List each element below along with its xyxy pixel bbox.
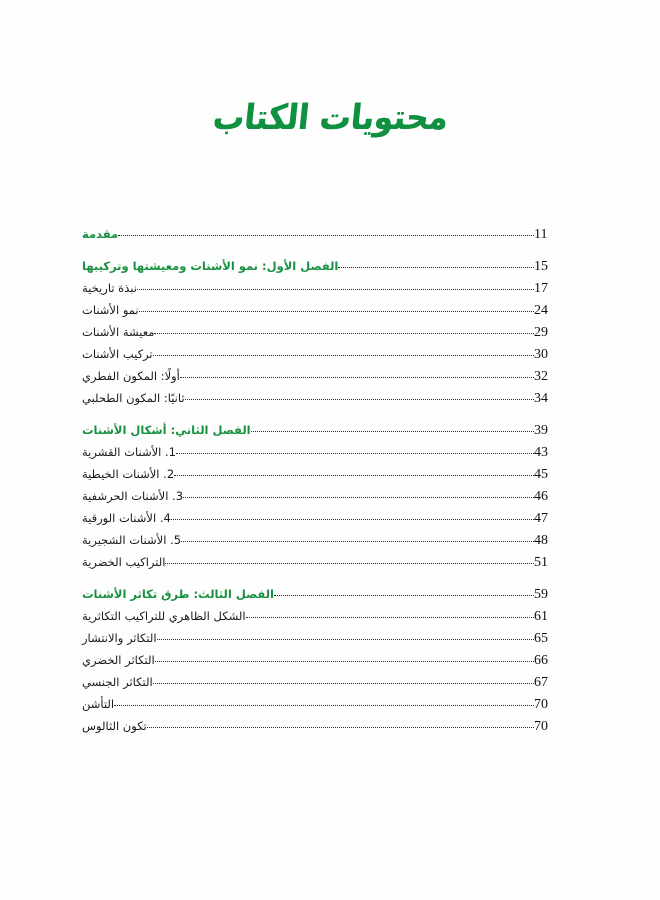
leader-dots: [154, 324, 534, 336]
toc-entry-label: 1. الأشنات القشرية: [82, 445, 176, 459]
toc-entry-row[interactable]: [78, 532, 552, 554]
leader-dots: [153, 674, 534, 686]
toc-entry-label: التكاثر والانتشار: [82, 631, 157, 645]
leader-dots: [181, 532, 534, 544]
toc-page-number: 51: [534, 555, 548, 570]
toc-entry-label: 4. الأشنات الورقية: [82, 511, 171, 525]
leader-dots: [153, 346, 534, 358]
toc-entry-row[interactable]: [78, 674, 552, 696]
toc-entry-label: ثانيًا: المكون الطحلبي: [82, 391, 185, 405]
toc-entry-label: 2. الأشنات الخيطية: [82, 467, 175, 481]
toc-entry-label: الشكل الظاهري للتراكيب التكاثرية: [82, 609, 246, 623]
leader-dots: [338, 258, 534, 270]
toc-page-number: 45: [534, 467, 548, 482]
toc-entry-label: مقدمة: [82, 227, 119, 241]
leader-dots: [114, 696, 534, 708]
toc-entry-row[interactable]: [78, 466, 552, 488]
toc-entry-row[interactable]: [78, 608, 552, 630]
leader-dots: [157, 630, 534, 642]
toc-entry-label: التراكيب الخضرية: [82, 555, 166, 569]
toc-entry-row[interactable]: [78, 652, 552, 674]
toc-entry-row[interactable]: [78, 346, 552, 368]
toc-entry-label: الفصل الثالث: طرق تكاثر الأشنات: [82, 587, 274, 601]
toc-entry-row[interactable]: [78, 630, 552, 652]
leader-dots: [165, 554, 534, 566]
leader-dots: [183, 488, 534, 500]
toc-entry-label: التأشن: [82, 697, 115, 711]
leader-dots: [251, 422, 534, 434]
toc-page-number: 70: [534, 697, 548, 712]
toc-entry-row[interactable]: [78, 510, 552, 532]
toc-entry-row[interactable]: [78, 302, 552, 324]
leader-dots: [137, 280, 534, 292]
toc-entry-row[interactable]: [78, 696, 552, 718]
toc-page-number: 34: [534, 391, 548, 406]
leader-dots: [180, 368, 534, 380]
toc-entry-row[interactable]: [78, 368, 552, 390]
toc-page-number: 48: [534, 533, 548, 548]
toc-entry-row[interactable]: [78, 444, 552, 466]
toc-entry-label: التكاثر الجنسي: [82, 675, 153, 689]
toc-entry-row[interactable]: [78, 280, 552, 302]
toc-page-number: 24: [534, 303, 548, 318]
leader-dots: [176, 444, 534, 456]
leader-dots: [118, 226, 534, 238]
leader-dots: [155, 652, 534, 664]
toc-page-number: 47: [534, 511, 548, 526]
leader-dots: [147, 718, 534, 730]
toc-chapter-row[interactable]: [78, 258, 552, 280]
toc-entry-label: الفصل الثاني: أشكال الأشنات: [82, 423, 251, 437]
toc-page-number: 30: [534, 347, 548, 362]
toc-page-number: 66: [534, 653, 548, 668]
toc-page-number: 61: [534, 609, 548, 624]
toc-entry-label: أولًا: المكون الفطري: [82, 369, 180, 383]
leader-dots: [185, 390, 534, 402]
leader-dots: [246, 608, 534, 620]
toc-entry-label: نبذة تاريخية: [82, 281, 137, 295]
leader-dots: [274, 586, 534, 598]
toc-entry-label: معيشة الأشنات: [82, 325, 155, 339]
toc-page-number: 70: [534, 719, 548, 734]
toc-chapter-row[interactable]: [78, 586, 552, 608]
toc-entry-label: تكون الثالوس: [82, 719, 147, 733]
toc-entry-row[interactable]: [78, 488, 552, 510]
toc-page-number: 59: [534, 587, 548, 602]
toc-page-number: 67: [534, 675, 548, 690]
leader-dots: [139, 302, 534, 314]
toc-page-number: 29: [534, 325, 548, 340]
leader-dots: [171, 510, 534, 522]
toc-chapter-row[interactable]: [78, 422, 552, 444]
toc-page-number: 39: [534, 423, 548, 438]
toc-entry-label: الفصل الأول: نمو الأشنات ومعيشتها وتركيبها: [82, 259, 339, 273]
toc-page-number: 32: [534, 369, 548, 384]
toc-page-number: 43: [534, 445, 548, 460]
toc-page-number: 15: [534, 259, 548, 274]
leader-dots: [174, 466, 534, 478]
toc-page-number: 17: [534, 281, 548, 296]
toc-entry-label: 5. الأشنات الشجيرية: [82, 533, 182, 547]
toc-entry-label: نمو الأشنات: [82, 303, 139, 317]
toc-entry-label: التكاثر الخضري: [82, 653, 155, 667]
toc-entry-row[interactable]: [78, 554, 552, 576]
toc-entry-label: تركيب الأشنات: [82, 347, 153, 361]
table-of-contents: [78, 226, 552, 740]
toc-entry-row[interactable]: [78, 324, 552, 346]
toc-page-number: 11: [534, 227, 548, 242]
toc-entry-row[interactable]: [78, 226, 552, 248]
toc-page-number: 65: [534, 631, 548, 646]
toc-entry-label: 3. الأشنات الحرشفية: [82, 489, 184, 503]
contents-title-calligraphy: محتويات الكتاب: [210, 97, 450, 139]
page-title: [0, 98, 660, 140]
toc-entry-row[interactable]: [78, 390, 552, 412]
toc-page-number: 46: [534, 489, 548, 504]
toc-entry-row[interactable]: [78, 718, 552, 740]
